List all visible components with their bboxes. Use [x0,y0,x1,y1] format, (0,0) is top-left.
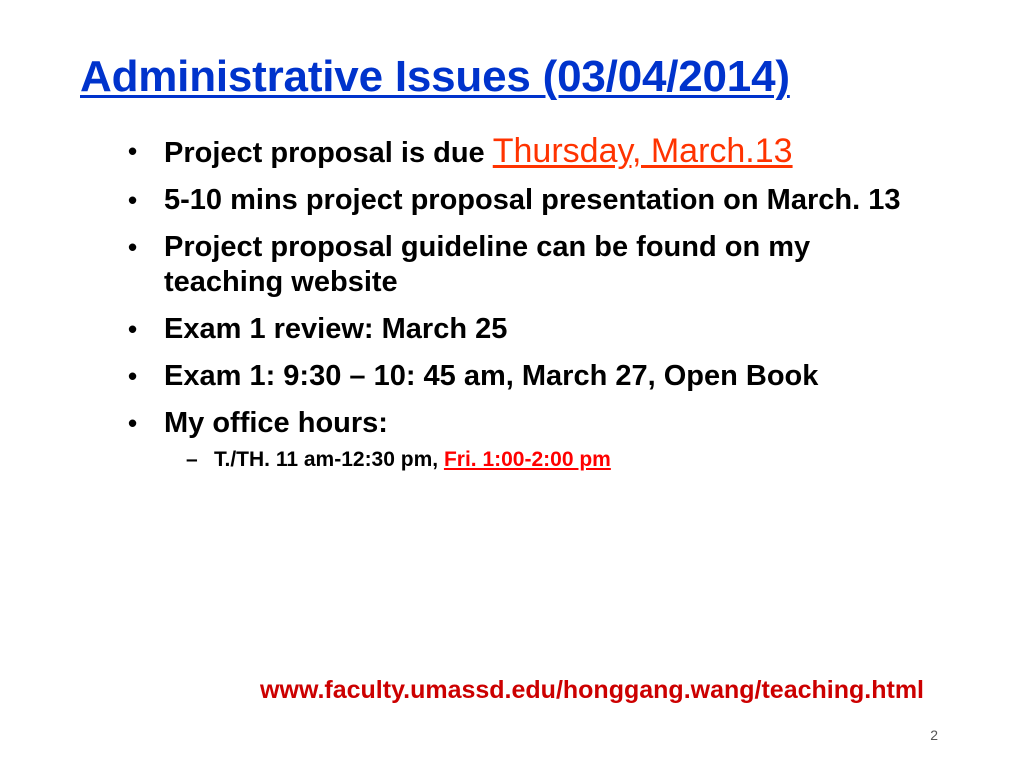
bullet-text: My office hours: [164,407,388,439]
bullet-icon: • [128,408,138,438]
bullet-text: Project proposal guideline can be found on my teaching website [164,231,811,298]
friday-hours-link[interactable]: Fri. 1:00-2:00 pm [443,448,611,471]
bullet-text: Exam 1: 9:30 – 10: 45 am, March 27, Open Book [164,360,819,392]
page-number: 2 [930,727,938,743]
bullet-text: Exam 1 review: March 25 [164,313,508,345]
bullet-text: 5-10 mins project proposal presentation on March. 13 [164,184,901,216]
bullet-icon: • [128,314,138,344]
bullet-icon: • [128,136,138,166]
due-date-highlight: Thursday, March.13 [492,132,793,170]
bullet-item-exam-review [128,312,928,347]
bullet-item-proposal-due [128,134,928,171]
bullet-item-guideline [128,230,928,300]
slide-title: Administrative Issues (03/04/2014) [80,52,790,101]
bullet-item-presentation [128,183,928,218]
bullet-text: Project proposal is due [164,137,493,169]
bullet-icon: • [128,232,138,262]
office-hours-sublist [164,447,928,473]
teaching-website-url[interactable]: www.faculty.umassd.edu/honggang.wang/teaching.html [260,676,924,704]
bullet-list [128,134,928,485]
bullet-item-office-hours [128,406,928,473]
bullet-icon: • [128,185,138,215]
dash-icon: – [186,448,198,471]
sub-item-text: T./TH. 11 am-12:30 pm, [214,448,444,471]
bullet-icon: • [128,361,138,391]
bullet-item-exam [128,359,928,394]
sub-item-hours [186,447,928,473]
